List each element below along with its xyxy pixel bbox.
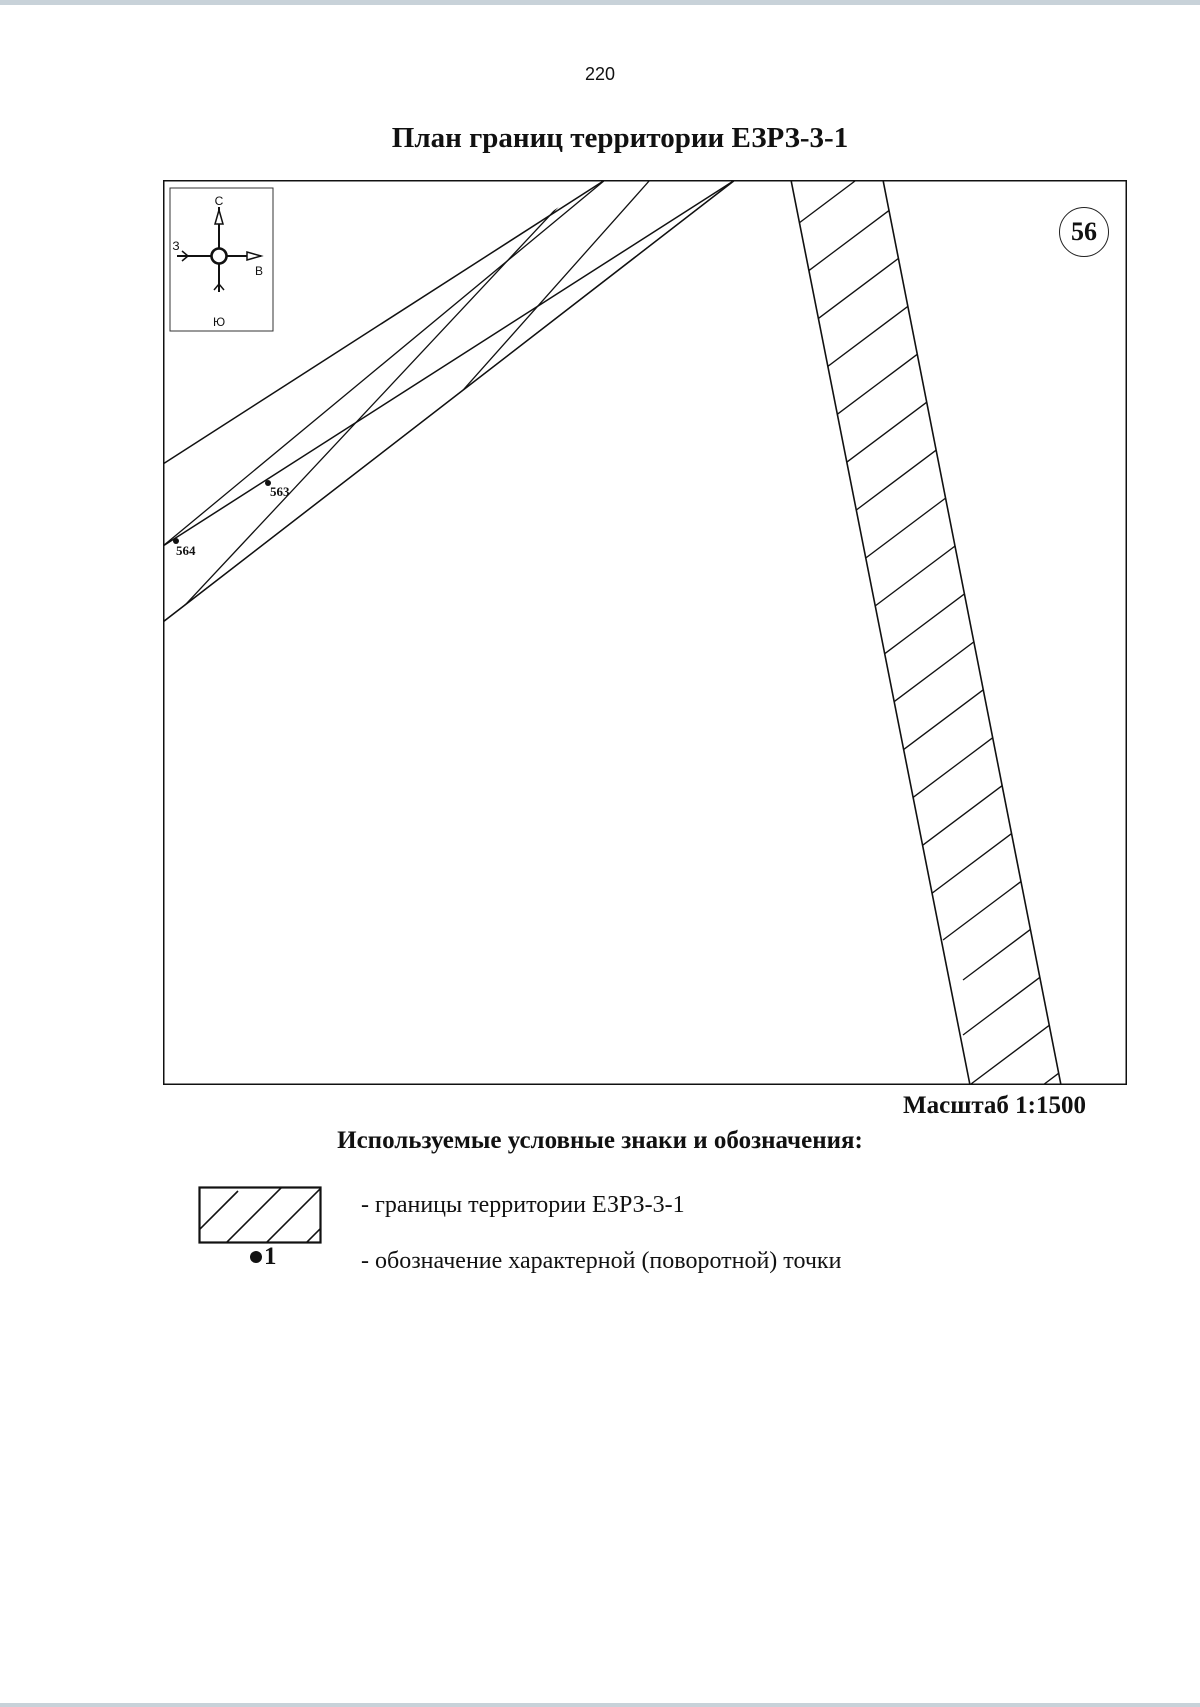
map-canvas [163,180,1127,1085]
compass-rose [170,188,273,331]
compass-south-label: Ю [212,315,226,329]
compass-west-label: З [172,239,180,253]
map-sheet-number: 56 [1059,207,1109,257]
legend-title: Используемые условные знаки и обозначения: [337,1127,863,1154]
scan-edge-bottom [0,1703,1200,1707]
page-title: План границ территории ЕЗРЗ-3-1 [391,122,849,154]
strip-edge-west [791,180,970,1085]
compass-east-label: В [254,264,264,278]
legend-point-symbol [250,1243,277,1271]
legend-point-number: 1 [264,1243,277,1270]
territory-boundary-east [723,180,1127,1085]
compass-north-label: С [214,194,224,208]
legend-hatch-swatch [198,1186,322,1244]
map-frame [163,180,1127,1085]
scan-edge-top [0,0,1200,5]
page-number: 220 [584,64,616,84]
compass-center-icon [212,249,227,264]
strip-hatching-east [723,180,1127,1085]
map-border [164,181,1127,1085]
point-label-563: 563 [270,484,290,499]
strip-edge-east [883,180,1061,1085]
legend-item-point: - обозначение характерной (поворотной) точки [361,1248,842,1274]
point-dot-icon [250,1251,262,1263]
point-label-564: 564 [176,543,196,558]
legend-item-boundary: - границы территории ЕЗРЗ-3-1 [361,1192,685,1218]
map-scale: Масштаб 1:1500 [903,1092,1086,1119]
